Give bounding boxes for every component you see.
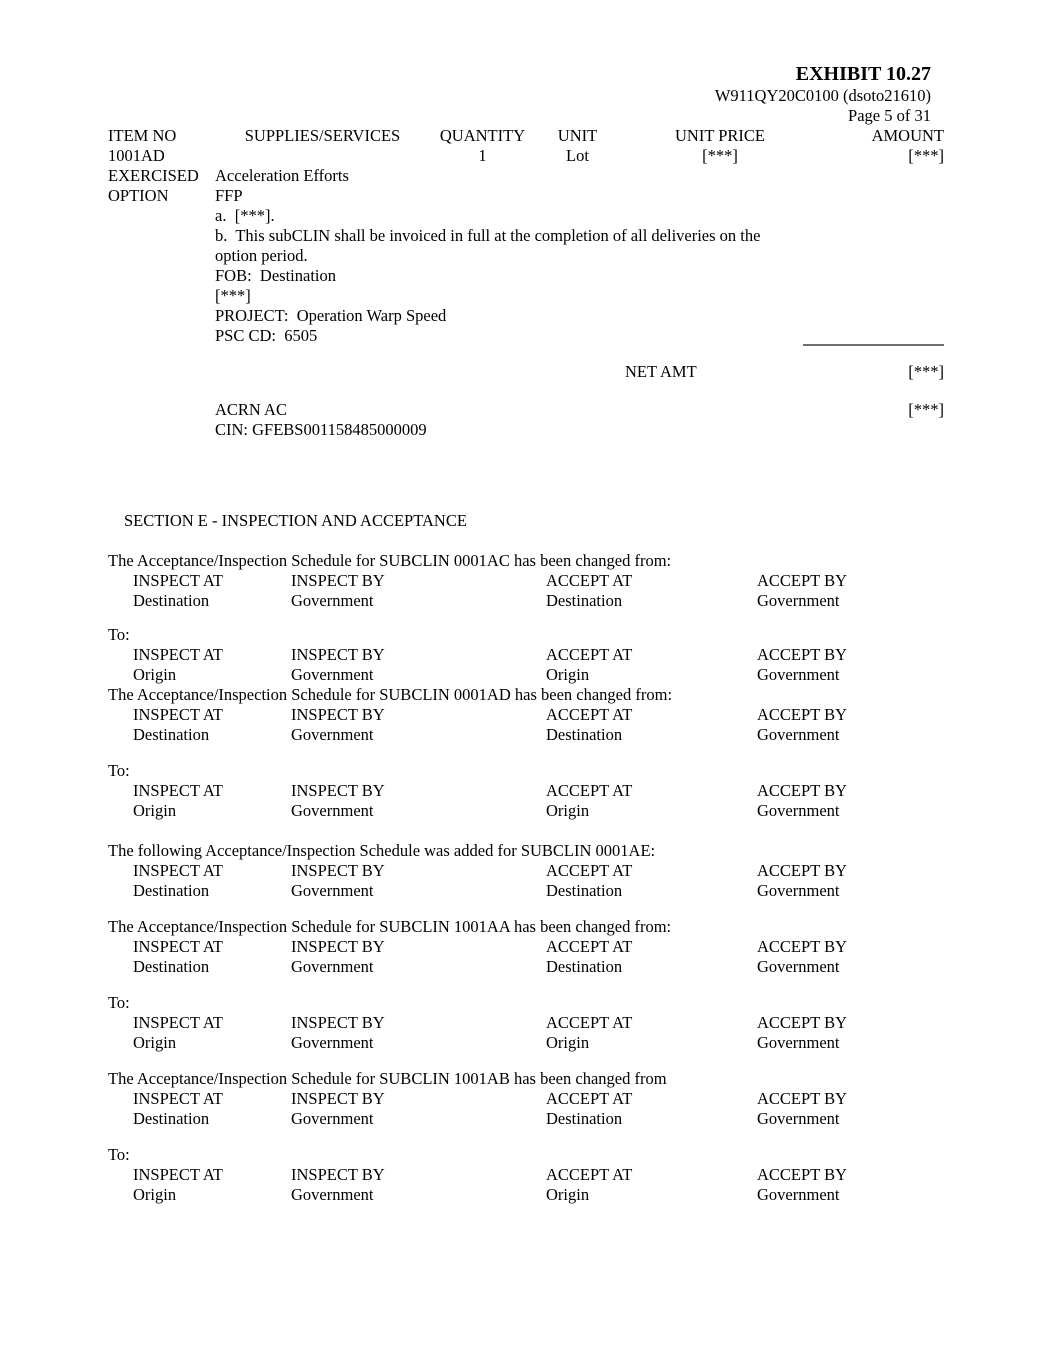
col-header-accept-at: ACCEPT AT bbox=[546, 705, 633, 724]
cell-accept-by: Government bbox=[757, 1185, 840, 1204]
cell-inspect-by: Government bbox=[291, 1109, 374, 1128]
schedule-header-row bbox=[133, 571, 944, 591]
col-header-inspect-by: INSPECT BY bbox=[291, 1013, 385, 1032]
cell-inspect-at: Origin bbox=[133, 801, 177, 820]
cell-inspect-at: Destination bbox=[133, 957, 210, 976]
option-label-line-1: EXERCISED bbox=[108, 166, 199, 185]
col-header-inspect-at: INSPECT AT bbox=[133, 645, 224, 664]
item-row bbox=[108, 206, 944, 226]
schedule-block-1001ab-from bbox=[108, 1069, 944, 1129]
col-header-inspect-by: INSPECT BY bbox=[291, 645, 385, 664]
col-header-accept-by: ACCEPT BY bbox=[757, 1013, 848, 1032]
schedule-block-1001ab-to bbox=[108, 1145, 944, 1205]
cell-amount: [***] bbox=[908, 146, 944, 165]
col-header-inspect-by: INSPECT BY bbox=[291, 937, 385, 956]
item-row bbox=[108, 246, 944, 266]
col-header-accept-by: ACCEPT BY bbox=[757, 861, 848, 880]
schedule-block-1001aa-to bbox=[108, 993, 944, 1053]
col-header-inspect-by: INSPECT BY bbox=[291, 1165, 385, 1184]
schedule-header-row bbox=[133, 705, 944, 725]
schedule-table bbox=[133, 645, 944, 685]
section-e-body bbox=[108, 551, 944, 1205]
col-header-accept-by: ACCEPT BY bbox=[757, 571, 848, 590]
item-row bbox=[108, 226, 944, 246]
cell-accept-at: Origin bbox=[546, 801, 590, 820]
cell-accept-by: Government bbox=[757, 1109, 840, 1128]
col-header-inspect-by: INSPECT BY bbox=[291, 571, 385, 590]
schedule-block-0001ac-to bbox=[108, 625, 944, 685]
col-header-supplies: SUPPLIES/SERVICES bbox=[244, 126, 401, 145]
cin-number: CIN: GFEBS001158485000009 bbox=[215, 420, 427, 439]
spacer bbox=[108, 400, 215, 420]
spacer bbox=[108, 326, 215, 346]
spacer bbox=[108, 420, 215, 440]
schedule-intro: The Acceptance/Inspection Schedule for SUBCLIN 0001AC has been changed from: bbox=[108, 551, 672, 570]
schedule-block-0001ad-from bbox=[108, 685, 944, 745]
col-header-accept-at: ACCEPT AT bbox=[546, 1089, 633, 1108]
col-header-accept-at: ACCEPT AT bbox=[546, 861, 633, 880]
spacer bbox=[108, 206, 215, 226]
schedule-header-row bbox=[133, 1013, 944, 1033]
schedule-header-row bbox=[133, 1089, 944, 1109]
schedule-block-0001ac-from bbox=[108, 551, 944, 611]
acrn-value: [***] bbox=[908, 400, 944, 419]
schedule-table bbox=[133, 861, 944, 901]
col-header-item-no: ITEM NO bbox=[108, 126, 177, 145]
option-label-line-2: OPTION bbox=[108, 186, 169, 205]
cell-inspect-by: Government bbox=[291, 957, 374, 976]
col-header-inspect-at: INSPECT AT bbox=[133, 1013, 224, 1032]
schedule-intro: To: bbox=[108, 993, 130, 1012]
cell-accept-by: Government bbox=[757, 591, 840, 610]
cell-unit-price: [***] bbox=[702, 146, 738, 165]
cell-inspect-by: Government bbox=[291, 591, 374, 610]
cell-inspect-by: Government bbox=[291, 665, 374, 684]
schedule-intro: To: bbox=[108, 1145, 130, 1164]
cell-item-no: 1001AD bbox=[108, 146, 165, 165]
col-header-unit-price: UNIT PRICE bbox=[675, 126, 765, 145]
acrn-row bbox=[108, 400, 944, 420]
schedule-block-1001aa-from bbox=[108, 917, 944, 977]
cell-quantity: 1 bbox=[478, 146, 487, 165]
col-header-quantity: QUANTITY bbox=[439, 126, 526, 145]
col-header-inspect-at: INSPECT AT bbox=[133, 571, 224, 590]
item-row bbox=[108, 186, 944, 206]
spacer bbox=[108, 266, 215, 286]
cell-accept-at: Destination bbox=[546, 1109, 623, 1128]
cell-inspect-by: Government bbox=[291, 881, 374, 900]
schedule-value-row bbox=[133, 1109, 944, 1129]
schedule-table bbox=[133, 571, 944, 611]
col-header-accept-by: ACCEPT BY bbox=[757, 645, 848, 664]
col-header-accept-by: ACCEPT BY bbox=[757, 937, 848, 956]
cell-accept-by: Government bbox=[757, 1033, 840, 1052]
col-header-accept-at: ACCEPT AT bbox=[546, 937, 633, 956]
col-header-inspect-at: INSPECT AT bbox=[133, 1165, 224, 1184]
supplies-desc-line-2: FFP bbox=[215, 186, 243, 205]
cell-inspect-at: Destination bbox=[133, 1109, 210, 1128]
schedule-intro: The Acceptance/Inspection Schedule for SUBCLIN 0001AD has been changed from: bbox=[108, 685, 673, 704]
cell-accept-by: Government bbox=[757, 725, 840, 744]
schedule-table bbox=[133, 1013, 944, 1053]
schedule-value-row bbox=[133, 591, 944, 611]
cell-accept-by: Government bbox=[757, 801, 840, 820]
supplies-text-line: PROJECT: Operation Warp Speed bbox=[215, 306, 447, 325]
spacer bbox=[108, 226, 215, 246]
schedule-intro: The Acceptance/Inspection Schedule for SUBCLIN 1001AA has been changed from: bbox=[108, 917, 672, 936]
col-header-inspect-at: INSPECT AT bbox=[133, 705, 224, 724]
cell-unit: Lot bbox=[566, 146, 589, 165]
cell-accept-by: Government bbox=[757, 665, 840, 684]
item-row bbox=[108, 166, 944, 186]
col-header-inspect-at: INSPECT AT bbox=[133, 861, 224, 880]
schedule-block-0001ae-added bbox=[108, 841, 944, 901]
col-header-inspect-by: INSPECT BY bbox=[291, 861, 385, 880]
cell-inspect-at: Destination bbox=[133, 881, 210, 900]
cell-accept-by: Government bbox=[757, 957, 840, 976]
cin-row bbox=[108, 420, 944, 440]
schedule-table bbox=[133, 705, 944, 745]
item-table bbox=[108, 126, 944, 440]
col-header-inspect-at: INSPECT AT bbox=[133, 937, 224, 956]
cell-supplies bbox=[215, 146, 430, 166]
schedule-value-row bbox=[133, 1185, 944, 1205]
schedule-header-row bbox=[133, 1165, 944, 1185]
col-header-accept-at: ACCEPT AT bbox=[546, 1013, 633, 1032]
col-header-accept-at: ACCEPT AT bbox=[546, 1165, 633, 1184]
cell-accept-at: Destination bbox=[546, 957, 623, 976]
schedule-table bbox=[133, 937, 944, 977]
schedule-block-0001ad-to bbox=[108, 761, 944, 821]
schedule-intro: The following Acceptance/Inspection Schedule was added for SUBCLIN 0001AE: bbox=[108, 841, 656, 860]
schedule-value-row bbox=[133, 957, 944, 977]
schedule-table bbox=[133, 781, 944, 821]
schedule-header-row bbox=[133, 861, 944, 881]
cell-inspect-by: Government bbox=[291, 801, 374, 820]
item-row bbox=[108, 306, 944, 326]
col-header-accept-by: ACCEPT BY bbox=[757, 705, 848, 724]
item-row bbox=[108, 326, 944, 346]
supplies-desc-line-1: Acceleration Efforts bbox=[215, 166, 349, 185]
net-amt-value: [***] bbox=[908, 362, 944, 381]
cell-accept-at: Origin bbox=[546, 1033, 590, 1052]
col-header-amount: AMOUNT bbox=[871, 126, 944, 145]
cell-inspect-at: Destination bbox=[133, 725, 210, 744]
item-row bbox=[108, 286, 944, 306]
acrn-label: ACRN AC bbox=[215, 400, 287, 419]
col-header-accept-by: ACCEPT BY bbox=[757, 1089, 848, 1108]
cell-inspect-at: Origin bbox=[133, 1185, 177, 1204]
schedule-value-row bbox=[133, 665, 944, 685]
col-header-inspect-by: INSPECT BY bbox=[291, 705, 385, 724]
col-header-accept-at: ACCEPT AT bbox=[546, 781, 633, 800]
schedule-header-row bbox=[133, 937, 944, 957]
cell-inspect-by: Government bbox=[291, 1033, 374, 1052]
supplies-text-line: PSC CD: 6505 bbox=[215, 326, 318, 345]
cell-inspect-by: Government bbox=[291, 725, 374, 744]
net-amt-label: NET AMT bbox=[625, 362, 697, 381]
cell-accept-at: Destination bbox=[546, 725, 623, 744]
cell-accept-at: Origin bbox=[546, 665, 590, 684]
item-row bbox=[108, 266, 944, 286]
schedule-intro: The Acceptance/Inspection Schedule for SUBCLIN 1001AB has been changed from bbox=[108, 1069, 667, 1088]
schedule-value-row bbox=[133, 881, 944, 901]
cell-accept-by: Government bbox=[757, 881, 840, 900]
net-amt-row bbox=[108, 362, 944, 382]
supplies-text-line: a. [***]. bbox=[215, 206, 275, 225]
cell-inspect-at: Origin bbox=[133, 1033, 177, 1052]
spacer bbox=[108, 286, 215, 306]
col-header-accept-by: ACCEPT BY bbox=[757, 781, 848, 800]
item-row bbox=[108, 146, 944, 166]
exhibit-title: EXHIBIT 10.27 bbox=[795, 63, 931, 85]
schedule-value-row bbox=[133, 801, 944, 821]
schedule-value-row bbox=[133, 1033, 944, 1053]
section-e-heading: SECTION E - INSPECTION AND ACCEPTANCE bbox=[124, 511, 467, 530]
cell-inspect-at: Destination bbox=[133, 591, 210, 610]
cell-accept-at: Origin bbox=[546, 1185, 590, 1204]
schedule-table bbox=[133, 1165, 944, 1205]
supplies-text-line: b. This subCLIN shall be invoiced in full at the completion of all deliveries on the bbox=[215, 226, 761, 245]
col-header-inspect-by: INSPECT BY bbox=[291, 781, 385, 800]
schedule-intro: To: bbox=[108, 761, 130, 780]
supplies-text-line: FOB: Destination bbox=[215, 266, 337, 285]
col-header-accept-at: ACCEPT AT bbox=[546, 571, 633, 590]
col-header-unit: UNIT bbox=[557, 126, 598, 145]
schedule-value-row bbox=[133, 725, 944, 745]
cell-inspect-at: Origin bbox=[133, 665, 177, 684]
cell-inspect-by: Government bbox=[291, 1185, 374, 1204]
schedule-header-row bbox=[133, 645, 944, 665]
cell-accept-at: Destination bbox=[546, 881, 623, 900]
col-header-accept-at: ACCEPT AT bbox=[546, 645, 633, 664]
col-header-inspect-by: INSPECT BY bbox=[291, 1089, 385, 1108]
col-header-inspect-at: INSPECT AT bbox=[133, 781, 224, 800]
item-table-header-row bbox=[108, 126, 944, 146]
page-header bbox=[108, 62, 931, 126]
supplies-text-line: option period. bbox=[215, 246, 308, 265]
spacer bbox=[108, 306, 215, 326]
col-header-accept-by: ACCEPT BY bbox=[757, 1165, 848, 1184]
col-header-inspect-at: INSPECT AT bbox=[133, 1089, 224, 1108]
spacer bbox=[108, 362, 625, 382]
spacer bbox=[108, 246, 215, 266]
page-number: Page 5 of 31 bbox=[848, 106, 931, 125]
cell-accept-at: Destination bbox=[546, 591, 623, 610]
supplies-text-line: [***] bbox=[215, 286, 251, 305]
contract-number: W911QY20C0100 (dsoto21610) bbox=[714, 86, 931, 105]
schedule-intro: To: bbox=[108, 625, 130, 644]
schedule-header-row bbox=[133, 781, 944, 801]
schedule-table bbox=[133, 1089, 944, 1129]
